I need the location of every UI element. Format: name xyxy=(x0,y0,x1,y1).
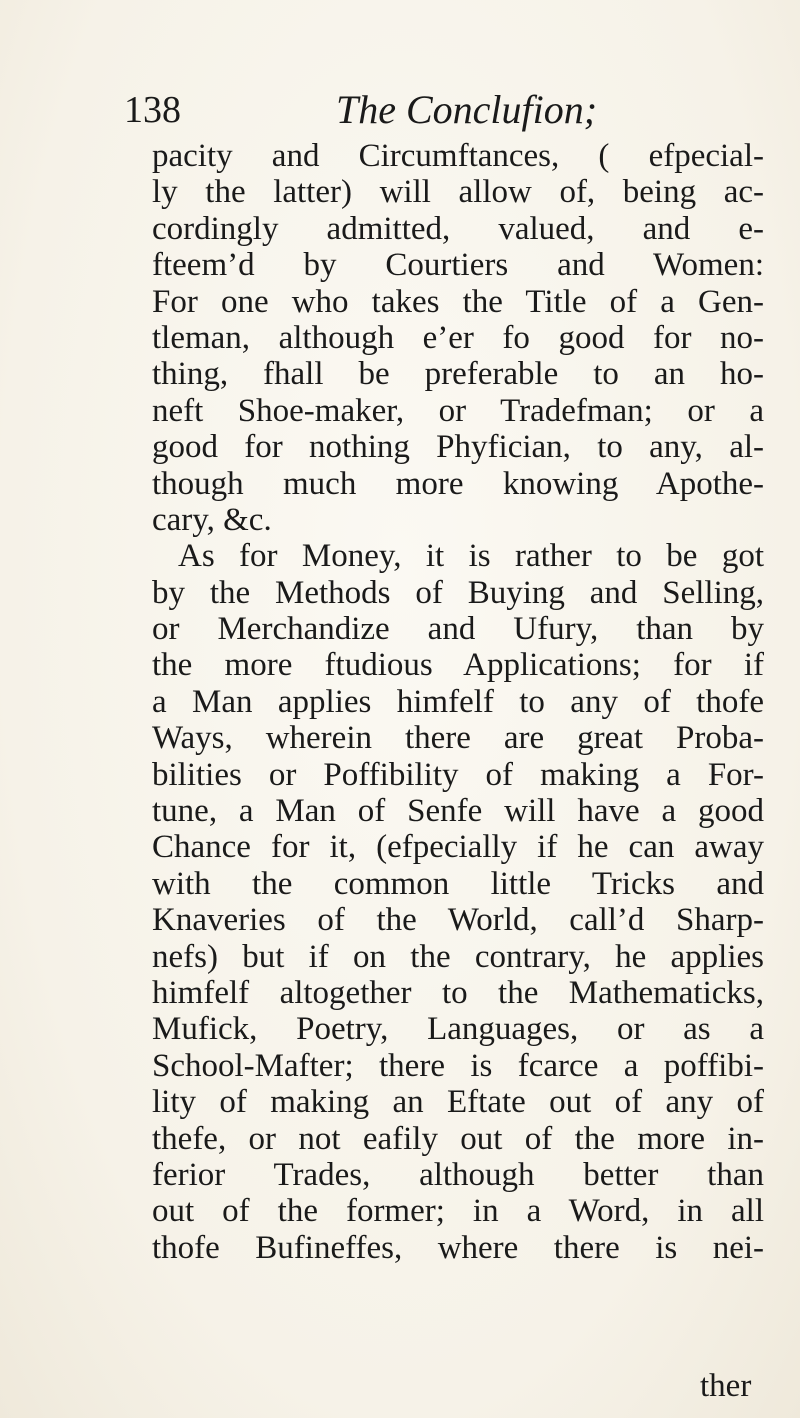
text-line: a Man applies himfelf to any of thofe xyxy=(152,683,764,720)
text-line: tleman, although e’er fo good for no- xyxy=(152,319,764,356)
text-line: Chance for it, (efpecially if he can away xyxy=(152,829,764,866)
text-line: neft Shoe-maker, or Tradefman; or a xyxy=(152,392,764,429)
text-line: thofe Bufineffes, where there is nei- xyxy=(152,1229,764,1266)
text-line: ly the latter) will allow of, being ac- xyxy=(152,174,764,211)
running-head: The Conclufion; xyxy=(336,87,598,132)
text-line: Ways, wherein there are great Proba- xyxy=(152,720,764,757)
body-text xyxy=(152,138,764,1266)
page-number: 138 xyxy=(124,89,181,131)
text-line: or Merchandize and Ufury, than by xyxy=(152,611,764,648)
text-line: with the common little Tricks and xyxy=(152,865,764,902)
catchword: ther xyxy=(700,1368,752,1404)
text-line: thing, fhall be preferable to an ho- xyxy=(152,356,764,393)
page-header xyxy=(124,80,764,140)
text-line: himfelf altogether to the Mathematicks, xyxy=(152,974,764,1011)
text-line: bilities or Poffibility of making a For- xyxy=(152,756,764,793)
text-line: the more ftudious Applications; for if xyxy=(152,647,764,684)
text-line: ferior Trades, although better than xyxy=(152,1156,764,1193)
text-line: nefs) but if on the contrary, he applies xyxy=(152,938,764,975)
paragraph-start-line: As for Money, it is rather to be got xyxy=(178,538,764,575)
text-line: lity of making an Eftate out of any of xyxy=(152,1084,764,1121)
text-line: fteem’d by Courtiers and Women: xyxy=(152,247,764,284)
text-line: tune, a Man of Senfe will have a good xyxy=(152,793,764,830)
text-line: thefe, or not eafily out of the more in- xyxy=(152,1120,764,1157)
text-line: School-Mafter; there is fcarce a poffibi- xyxy=(152,1047,764,1084)
text-line: cordingly admitted, valued, and e- xyxy=(152,210,764,247)
text-line: Knaveries of the World, call’d Sharp- xyxy=(152,902,764,939)
text-line: though much more knowing Apothe- xyxy=(152,465,764,502)
text-line: Mufick, Poetry, Languages, or as a xyxy=(152,1011,764,1048)
text-line: pacity and Circumftances, ( efpecial- xyxy=(152,138,764,174)
text-line: cary, &c. xyxy=(152,501,272,538)
text-line: For one who takes the Title of a Gen- xyxy=(152,283,764,320)
text-line: good for nothing Phyfician, to any, al- xyxy=(152,429,764,466)
text-line: by the Methods of Buying and Selling, xyxy=(152,574,764,611)
text-line: out of the former; in a Word, in all xyxy=(152,1193,764,1230)
